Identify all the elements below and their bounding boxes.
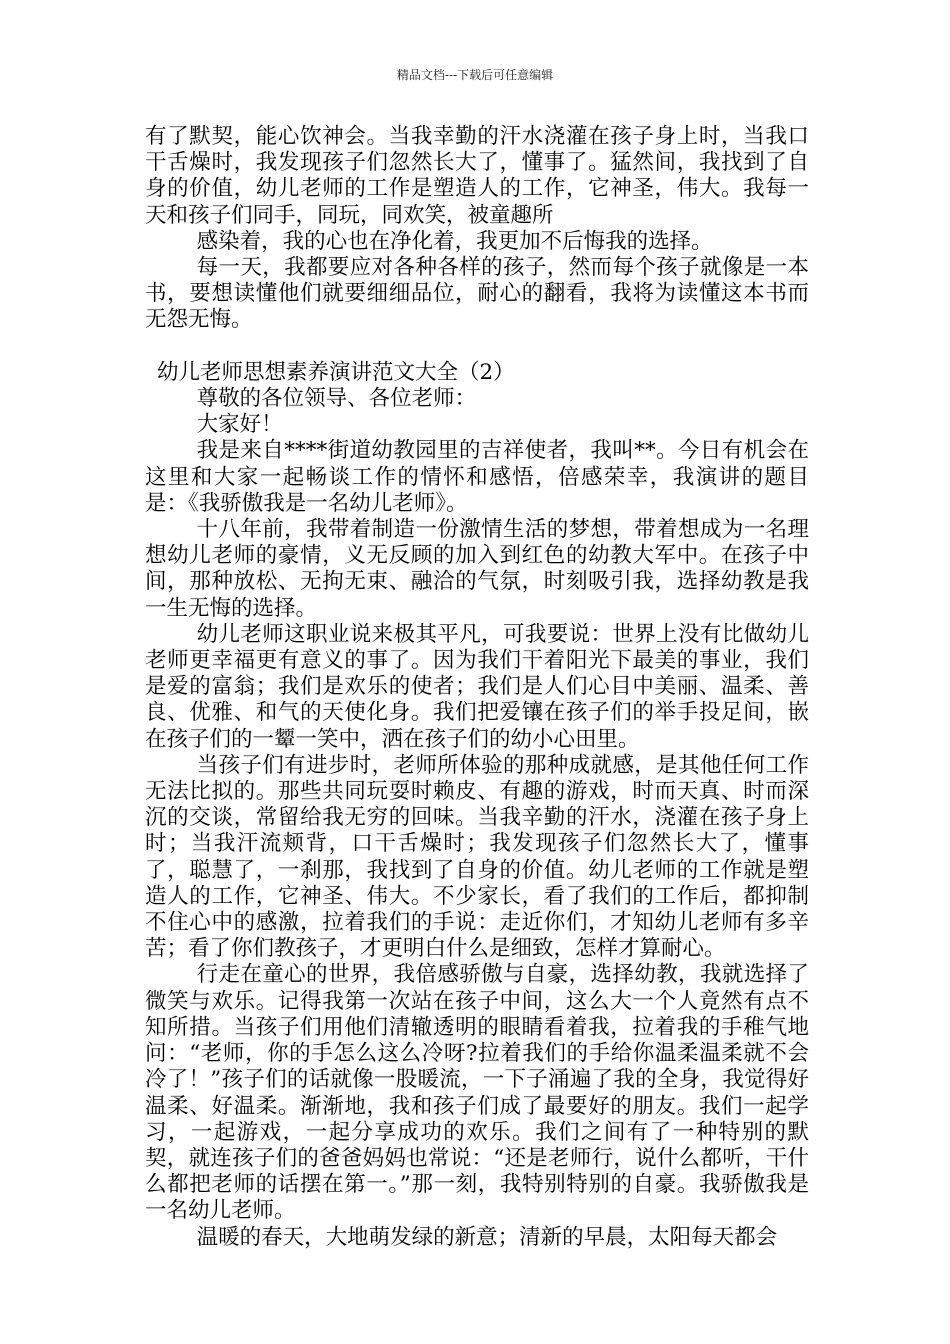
paragraph: 十八年前，我带着制造一份激情生活的梦想，带着想成为一名理想幼儿老师的豪情，义无反顾的加入到红色的幼教大军中。在孩子中间，那种放松、无拘无束、融洽的气氛，时刻吸引我，选择幼教是我一生无悔的选择。: [145, 517, 809, 621]
paragraph: 当孩子们有进步时，老师所体验的那种成就感，是其他任何工作无法比拟的。那些共同玩耍时赖皮、有趣的游戏，时而天真、时而深沉的交谈，常留给我无穷的回味。当我辛勤的汗水，浇灌在孩子身上时；当我汗流颊背，口干舌燥时；我发现孩子们忽然长大了，懂事了，聪慧了，一刹那，我找到了自身的价值。幼儿老师的工作就是塑造人的工作，它神圣、伟大。不少家长，看了我们的工作后，都抑制不住心中的感激，拉着我们的手说：走近你们，才知幼儿老师有多辛苦；看了你们教孩子，才更明白什么是细致，怎样才算耐心。: [145, 752, 809, 962]
salutation: 尊敬的各位领导、各位老师：: [196, 386, 477, 412]
page-header: 精品文档---下载后可任意编辑: [396, 68, 554, 82]
paragraph: 温暖的春天，大地萌发绿的新意；清新的早晨，太阳每天都会: [196, 1224, 778, 1250]
section-title: 幼儿老师思想素养演讲范文大全（2）: [157, 359, 515, 385]
greeting: 大家好！: [196, 412, 283, 438]
paragraph: 感染着，我的心也在净化着，我更加不后悔我的选择。: [196, 228, 713, 254]
paragraph: 幼儿老师这职业说来极其平凡，可我要说：世界上没有比做幼儿老师更幸福更有意义的事了。因为我们干着阳光下最美的事业，我们是爱的富翁；我们是欢乐的使者；我们是人们心目中美丽、温柔、善良、优雅、和气的天使化身。我们把爱镶在孩子们的举手投足间，嵌在孩子们的一颦一笑中，洒在孩子们的幼小心田里。: [145, 621, 809, 752]
paragraph: 有了默契，能心饮神会。当我幸勤的汗水浇灌在孩子身上时，当我口干舌燥时，我发现孩子们忽然长大了，懂事了。猛然间，我找到了自身的价值，幼儿老师的工作是塑造人的工作，它神圣，伟大。我每一天和孩子们同手，同玩，同欢笑，被童趣所: [145, 124, 809, 228]
paragraph: 每一天，我都要应对各种各样的孩子，然而每个孩子就像是一本书，要想读懂他们就要细细品位，耐心的翻看，我将为读懂这本书而无怨无悔。: [145, 255, 809, 333]
document-body: [145, 124, 809, 1251]
paragraph: 我是来自****街道幼教园里的吉祥使者，我叫**。今日有机会在这里和大家一起畅谈工作的情怀和感悟，倍感荣幸，我演讲的题目是：《我骄傲我是一名幼儿老师》。: [145, 438, 809, 516]
paragraph: 行走在童心的世界，我倍感骄傲与自豪，选择幼教，我就选择了微笑与欢乐。记得我第一次站在孩子中间，这么大一个人竟然有点不知所措。当孩子们用他们清辙透明的眼睛看着我，拉着我的手稚气地问：“老师，你的手怎么这么冷呀?拉着我们的手给你温柔温柔就不会冷了！”孩子们的话就像一股暖流，一下子涌遍了我的全身，我觉得好温柔、好温柔。渐渐地，我和孩子们成了最要好的朋友。我们一起学习，一起游戏，一起分享成功的欢乐。我们之间有了一种特别的默契，就连孩子们的爸爸妈妈也常说：“还是老师行，说什么都听，干什么都把老师的话摆在第一。”那一刻，我特别特别的自豪。我骄傲我是一名幼儿老师。: [145, 962, 809, 1224]
